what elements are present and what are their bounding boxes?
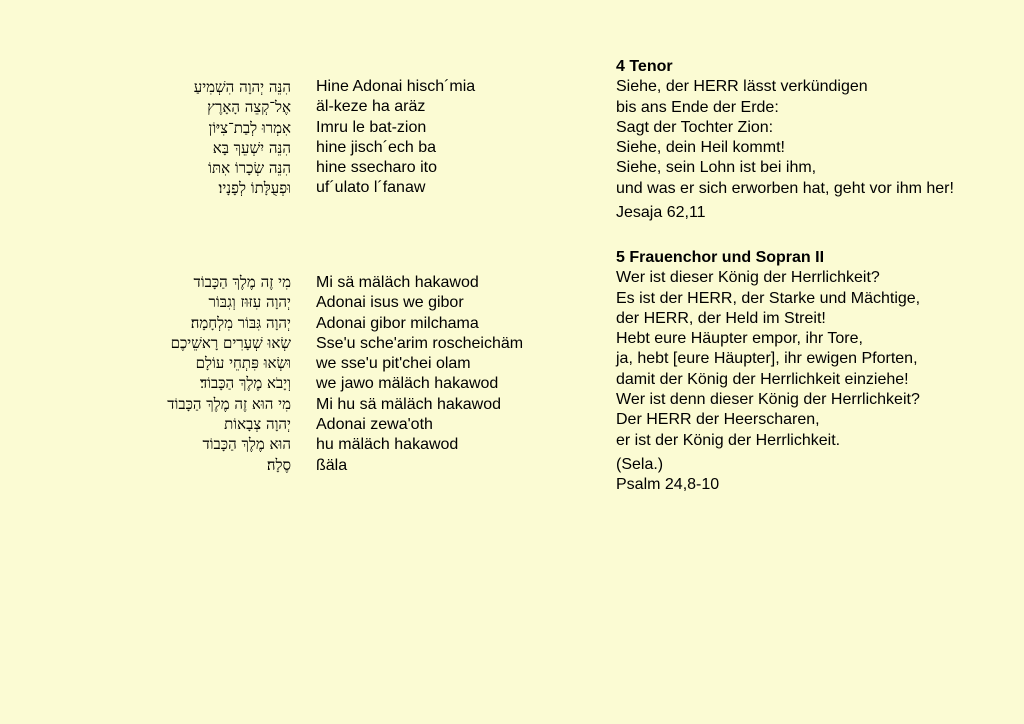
german-line: der HERR, der Held im Streit! — [616, 309, 826, 327]
translit-line: Hine Adonai hisch´mia — [316, 78, 476, 95]
hebrew-line: הוּא מֶלֶךְ הַכָּבוֹד — [202, 435, 291, 454]
hebrew-line: הִנֵּה שְׂכָרוֹ אִתּוֹ — [208, 159, 291, 178]
translit-line: Mi hu sä mäläch hakawod — [316, 395, 501, 413]
section2-translit-block — [316, 273, 523, 476]
hebrew-line: יְהוָה גִּבּוֹר מִלְחָמָה׃ — [190, 313, 291, 332]
translit-line: we jawo mäläch hakawod — [316, 375, 499, 393]
translit-line: hu mäläch hakawod — [316, 436, 459, 454]
german-line: Siehe, sein Lohn ist bei ihm, — [616, 159, 817, 177]
german-line: Hebt eure Häupter empor, ihr Tore, — [616, 330, 863, 348]
translit-line: Adonai gibor milchama — [316, 314, 479, 332]
german-line: Siehe, dein Heil kommt! — [616, 139, 785, 157]
hebrew-line: שְׂאוּ שְׁעָרִים רָאשֵׁיכֶם — [170, 333, 291, 352]
german-line: und was er sich erworben hat, geht vor ihm her! — [616, 179, 954, 197]
section1-translit-block — [316, 77, 475, 199]
translit-line: Adonai isus we gibor — [316, 294, 464, 312]
translit-line: Adonai zewa'oth — [316, 416, 433, 434]
german-line: er ist der König der Herrlichkeit. — [616, 431, 841, 449]
hebrew-line: הִנֵּה יִשְׁעֵךְ בָּא — [212, 138, 291, 157]
section-heading: 5 Frauenchor und Sopran II — [616, 249, 825, 266]
hebrew-line: וּפְעֻלָּתוֹ לְפָנָיו׃ — [218, 179, 291, 198]
sela-note: (Sela.) — [616, 455, 664, 473]
section2-hebrew-block — [167, 272, 291, 475]
hebrew-line: אִמְרוּ לְבַת־צִיּוֹן — [208, 118, 291, 137]
german-line: Sagt der Tochter Zion: — [616, 118, 774, 136]
translit-line: ßäla — [316, 456, 348, 474]
german-line: ja, hebt [eure Häupter], ihr ewigen Pforten, — [616, 350, 918, 368]
section-heading: 4 Tenor — [616, 58, 673, 75]
hebrew-line: אֶל־קְצֵה הָאָרֶץ — [207, 98, 291, 117]
hebrew-line: יְהוָה צְבָאוֹת — [224, 415, 291, 434]
german-line: bis ans Ende der Erde: — [616, 98, 779, 116]
translit-line: äl-keze ha aräz — [316, 98, 426, 116]
hebrew-line: וְיָבֹא מֶלֶךְ הַכָּבוֹד׃ — [199, 374, 291, 393]
german-line: Siehe, der HERR lässt verkündigen — [616, 78, 868, 96]
german-line: damit der König der Herrlichkeit einziehe! — [616, 370, 909, 388]
german-line: Der HERR der Heerscharen, — [616, 411, 820, 429]
scripture-reference: Jesaja 62,11 — [616, 204, 706, 222]
section2-german-block — [616, 248, 920, 496]
hebrew-line: מִי הוּא זֶה מֶלֶךְ הַכָּבוֹד — [167, 394, 291, 413]
hebrew-line: מִי זֶה מֶלֶךְ הַכָּבוֹד — [193, 273, 291, 291]
section1-german-block — [616, 57, 954, 223]
german-line: Wer ist dieser König der Herrlichkeit? — [616, 269, 880, 287]
translit-line: Mi sä mäläch hakawod — [316, 274, 479, 291]
scripture-reference: Psalm 24,8-10 — [616, 476, 720, 494]
translit-line: Sse'u sche'arim roscheichäm — [316, 334, 524, 352]
german-line: Wer ist denn dieser König der Herrlichkeit? — [616, 391, 920, 409]
translit-line: we sse'u pit'chei olam — [316, 355, 471, 373]
translit-line: Imru le bat-zion — [316, 118, 427, 136]
hebrew-line: הִנֵּה יְהוָה הִשְׁמִיעַ — [193, 78, 291, 96]
translit-line: hine ssecharo ito — [316, 159, 437, 177]
translit-line: uf´ulato l´fanaw — [316, 179, 426, 197]
hebrew-line: סֶלָה׃ — [266, 455, 291, 474]
translit-line: hine jisch´ech ba — [316, 138, 437, 156]
hebrew-line: וּשְׂאוּ פִּתְחֵי עוֹלָם — [195, 354, 291, 373]
german-line: Es ist der HERR, der Starke und Mächtige, — [616, 289, 921, 307]
section1-hebrew-block — [194, 77, 291, 199]
hebrew-line: יְהוָה עִזּוּז וְגִבּוֹר — [208, 293, 291, 312]
